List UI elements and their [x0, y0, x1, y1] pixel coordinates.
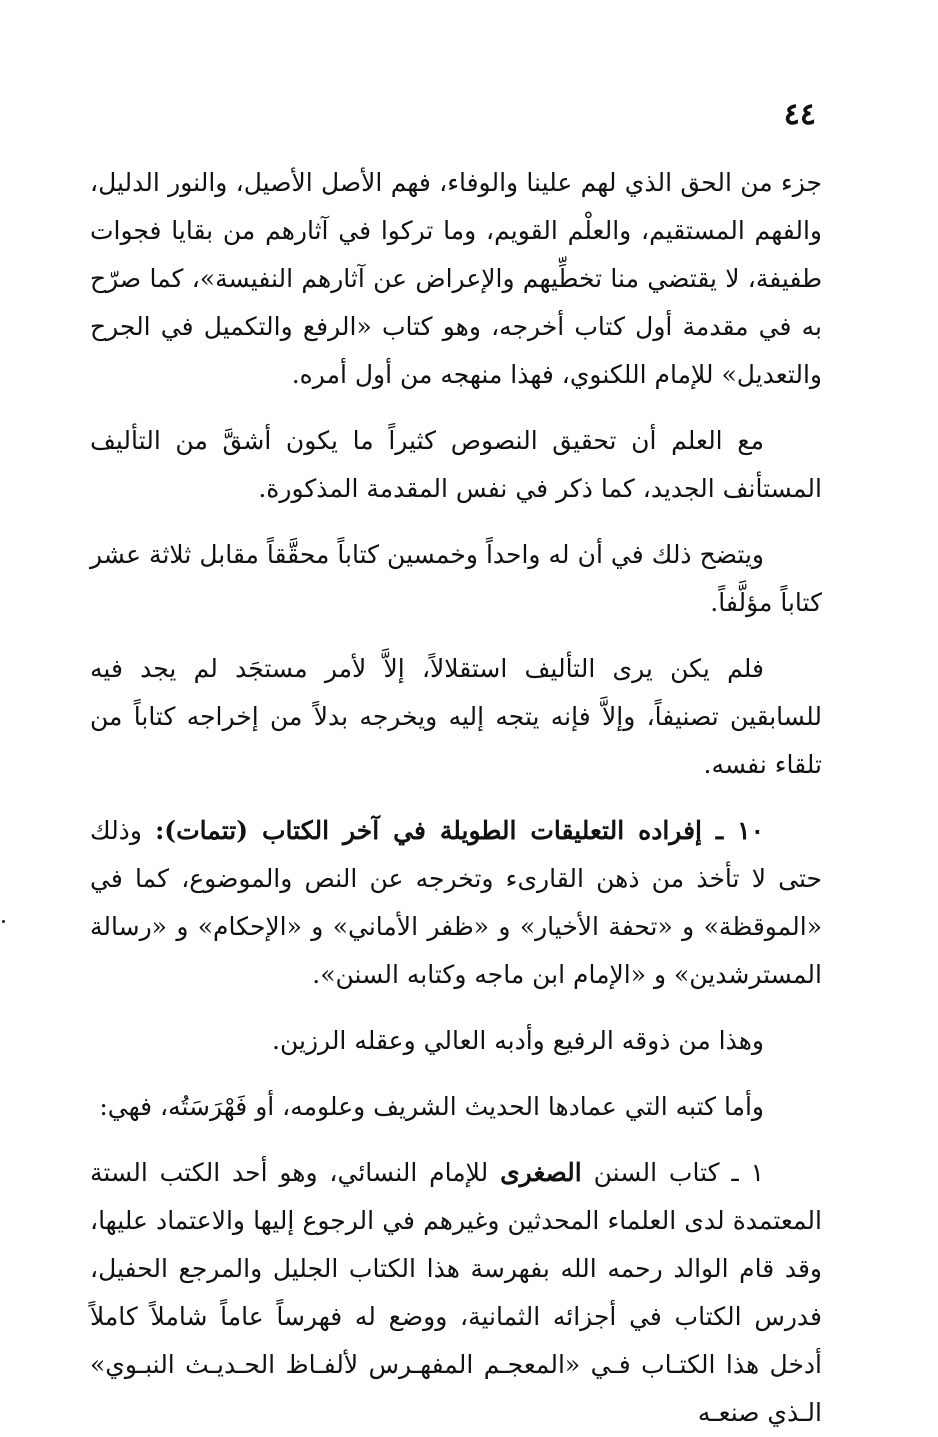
- book-page: [90, 95, 822, 1427]
- book-title-bold: الصغرى: [500, 1158, 582, 1187]
- book-lead: ١ ـ كتاب السنن: [581, 1158, 765, 1187]
- scan-mark: [2, 920, 5, 923]
- paragraph-2: مع العلم أن تحقيق النصوص كثيراً ما يكون أشقَّ من التأليف المستأنف الجديد، كما ذكر في نفس المقدمة المذكورة.: [90, 426, 822, 503]
- paragraph-3: ويتضح ذلك في أن له واحداً وخمسين كتاباً محقَّقاً مقابل ثلاثة عشر كتاباً مؤلَّفاً.: [90, 540, 822, 617]
- page-body: [90, 159, 822, 1437]
- item-text: وذلك حتى لا تأخذ من ذهن القارىء وتخرجه عن النص والموضوع، كما في «الموقظة» و «تحفة الأخيار» و «ظفر الأماني» و «الإحكام» و «رسالة المسترشدين» و «الإمام ابن ماجه وكتابه السنن».: [90, 816, 822, 989]
- item-heading: ١٠ ـ إفراده التعليقات الطويلة في آخر الكتاب (تتمات):: [155, 816, 765, 845]
- paragraph-7: وأما كتبه التي عمادها الحديث الشريف وعلومه، أو فَهْرَسَتُه، فهي:: [99, 1092, 764, 1121]
- page-number: ٤٤: [783, 97, 816, 132]
- paragraph-4: فلم يكن يرى التأليف استقلالاً، إلاَّ لأمر مستجَد لم يجد فيه للسابقين تصنيفاً، وإلاَّ فإنه يتجه إليه ويخرجه بدلاً من إخراجه كتاباً من تلقاء نفسه.: [90, 654, 822, 779]
- book-text: للإمام النسائي، وهو أحد الكتب الستة المعتمدة لدى العلماء المحدثين وغيرهم في الرجوع إليها والاعتماد عليها، وقد قام الوالد رحمه الله بفهرسة هذا الكتاب الجليل والمرجع الحفيل، فدرس الكتاب في أجزائه الثمانية، ووضع له فهرساً عاماً شاملاً كاملاً أدخل هذا الكتـاب فـي «المعجـم المفهـرس لألفـاظ الحـديـث النبـوي» الـذي صنعـه: [90, 1158, 822, 1427]
- paragraph-5: [90, 807, 822, 999]
- paragraph-8: [90, 1149, 822, 1437]
- paragraph-1: جزء من الحق الذي لهم علينا والوفاء، فهم الأصل الأصيل، والنور الدليل، والفهم المستقيم، والعلْم القويم، وما تركوا في آثارهم من بقايا فجوات طفيفة، لا يقتضي منا تخطِّيهم والإعراض عن آثارهم النفيسة»، كما صرّح به في مقدمة أول كتاب أخرجه، وهو كتاب «الرفع والتكميل في الجرح والتعديل» للإمام اللكنوي، فهذا منهجه من أول أمره.: [90, 168, 822, 389]
- paragraph-6: وهذا من ذوقه الرفيع وأدبه العالي وعقله الرزين.: [272, 1026, 764, 1055]
